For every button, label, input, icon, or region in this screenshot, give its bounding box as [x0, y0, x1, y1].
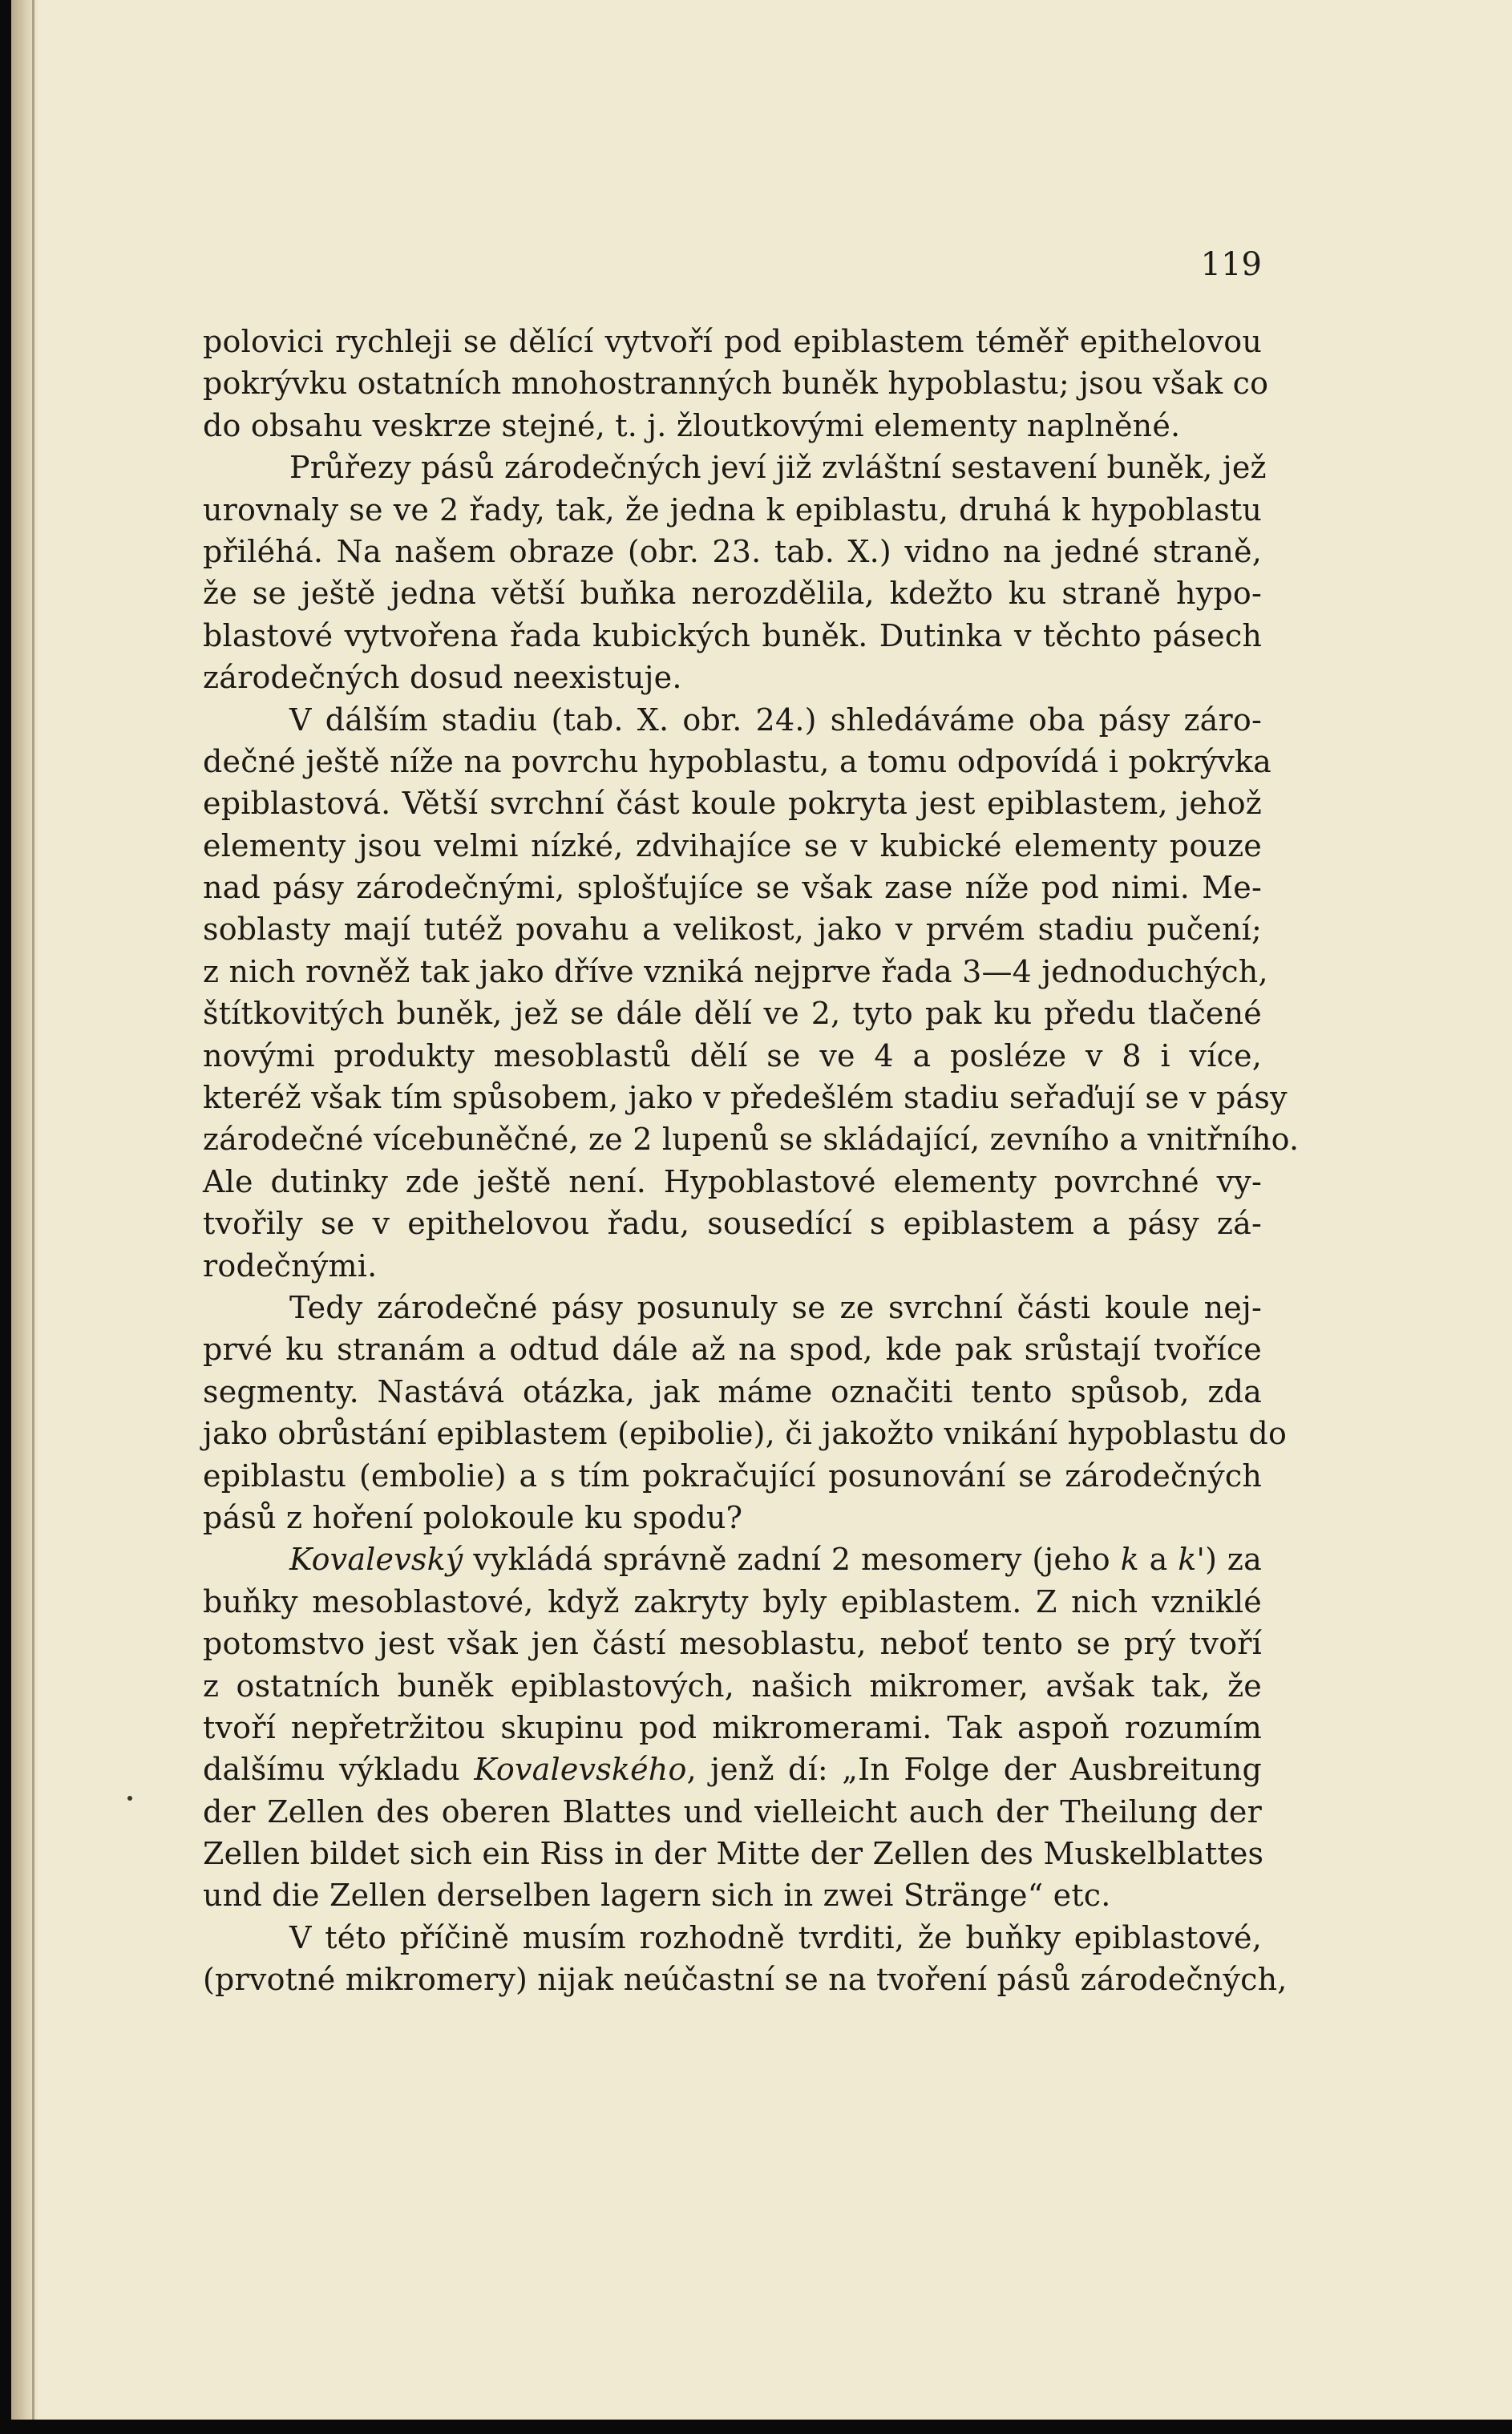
text-line: polovici rychleji se dělící vytvoří pod epiblastem téměř epithelovou	[203, 324, 1262, 359]
book-page	[11, 0, 1512, 2420]
text-line: blastové vytvořena řada kubických buněk. Dutinka v těchto pásech	[203, 617, 1262, 653]
paragraph-start-line: V této příčině musím rozhodně tvrditi, že buňky epiblastové,	[289, 1919, 1262, 1955]
text-line: Ale dutinky zde ještě není. Hypoblastové elementy povrchné vy-	[203, 1163, 1262, 1199]
text-line	[203, 1749, 1262, 1790]
label-k-italic: k	[1120, 1542, 1139, 1578]
text-line: buňky mesoblastové, když zakryty byly epiblastem. Z nich vzniklé	[203, 1583, 1262, 1619]
text-line: segmenty. Nastává otázka, jak máme označiti tento spůsob, zda	[203, 1373, 1262, 1409]
text-line: elementy jsou velmi nízké, zdvihajíce se v kubické elementy pouze	[203, 827, 1262, 863]
body-text	[203, 321, 1300, 2001]
text-line: pásů z hoření polokoule ku spodu?	[203, 1499, 743, 1535]
text-line: tvořily se v epithelovou řadu, sousedící s epiblastem a pásy zá-	[203, 1206, 1262, 1242]
text-line: und die Zellen derselben lagern sich in zwei Stränge“ etc.	[203, 1878, 1111, 1914]
text-line: rodečnými.	[203, 1247, 378, 1284]
author-name-italic: Kovalevského	[474, 1752, 687, 1788]
text-span: ) za	[1205, 1542, 1262, 1578]
text-span: vykládá správně zadní 2 mesomery (jeho	[463, 1542, 1121, 1578]
text-line: novými produkty mesoblastů dělí se ve 4 a posléze v 8 i více,	[203, 1037, 1262, 1073]
text-line: potomstvo jest však jen částí mesoblastu, neboť tento se prý tvoří	[203, 1626, 1262, 1662]
text-line: zárodečné vícebuněčné, ze 2 lupenů se skládající, zevního a vnitřního.	[203, 1122, 1300, 1158]
text-span: dalšímu výkladu	[203, 1752, 475, 1788]
text-line: že se ještě jedna větší buňka nerozdělila, kdežto ku straně hypo-	[203, 576, 1262, 612]
page-number: 119	[1200, 246, 1262, 283]
text-line: urovnaly se ve 2 řady, tak, že jedna k epiblastu, druhá k hypoblastu	[203, 491, 1262, 528]
text-line: do obsahu veskrze stejné, t. j. žloutkovými elementy naplněné.	[203, 407, 1181, 443]
text-line: kteréž však tím spůsobem, jako v předešlém stadiu seřaďují se v pásy	[203, 1080, 1288, 1116]
text-line: štítkovitých buněk, jež se dále dělí ve 2, tyto pak ku předu tlačené	[203, 996, 1262, 1032]
text-line: zárodečných dosud neexistuje.	[203, 660, 682, 696]
text-line: epiblastová. Větší svrchní část koule pokryta jest epiblastem, jehož	[203, 786, 1262, 822]
text-line: tvoří nepřetržitou skupinu pod mikromerami. Tak aspoň rozumím	[203, 1709, 1262, 1745]
margin-dot	[127, 1796, 132, 1801]
paragraph-start-line	[203, 1538, 1262, 1580]
paragraph-start-line: V dálším stadiu (tab. X. obr. 24.) shledáváme oba pásy záro-	[289, 701, 1262, 738]
text-line: epiblastu (embolie) a s tím pokračující posunování se zárodečných	[203, 1458, 1262, 1494]
text-line: z ostatních buněk epiblastových, našich mikromer, avšak tak, že	[203, 1668, 1262, 1704]
author-name-italic: Kovalevský	[289, 1542, 463, 1578]
text-line: (prvotné mikromery) nijak neúčastní se na tvoření pásů zárodečných,	[203, 1962, 1288, 1998]
label-k-prime-italic: k'	[1178, 1542, 1206, 1578]
text-line: jako obrůstání epiblastem (epibolie), či jakožto vnikání hypoblastu do	[203, 1416, 1288, 1452]
binding-edge	[32, 0, 34, 2420]
text-line: z nich rovněž tak jako dříve vzniká nejprve řada 3—4 jednoduchých,	[203, 953, 1268, 989]
text-line: nad pásy zárodečnými, splošťujíce se však zase níže pod nimi. Me-	[203, 870, 1262, 906]
text-line: der Zellen des oberen Blattes und vielleicht auch der Theilung der	[203, 1793, 1262, 1830]
text-line: prvé ku stranám a odtud dále až na spod, kde pak srůstají tvoříce	[203, 1332, 1262, 1368]
text-line: Zellen bildet sich ein Riss in der Mitte der Zellen des Muskelblattes	[203, 1836, 1264, 1872]
text-line: pokrývku ostatních mnohostranných buněk hypoblastu; jsou však co	[203, 366, 1269, 402]
paragraph-start-line: Tedy zárodečné pásy posunuly se ze svrchní části koule nej-	[289, 1289, 1262, 1325]
text-span: a	[1138, 1542, 1178, 1578]
text-line: přiléhá. Na našem obraze (obr. 23. tab. X.) vidno na jedné straně,	[203, 533, 1262, 569]
paragraph-start-line: Průřezy pásů zárodečných jeví již zvláštní sestavení buněk, jež	[289, 450, 1267, 486]
text-line: dečné ještě níže na povrchu hypoblastu, a tomu odpovídá i pokrývka	[203, 743, 1271, 779]
text-span: , jenž dí: „In Folge der Ausbreitung	[686, 1752, 1262, 1788]
text-line: soblasty mají tutéž povahu a velikost, jako v prvém stadiu pučení;	[203, 912, 1262, 948]
